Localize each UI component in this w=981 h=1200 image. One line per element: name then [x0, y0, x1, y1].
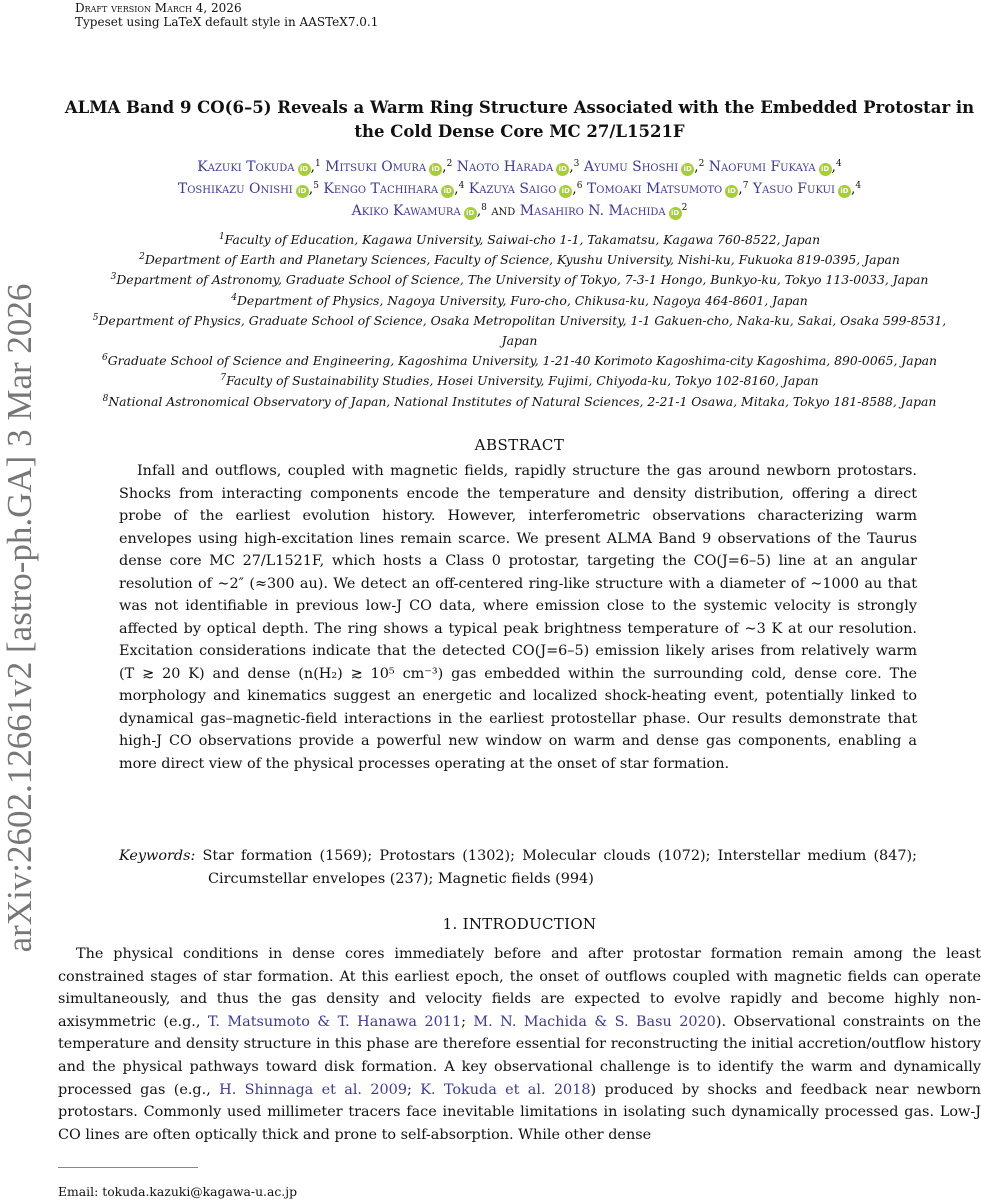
author[interactable]: Naofumi Fukaya iD ,$^4$	[708, 159, 842, 175]
orcid-icon[interactable]: iD	[429, 163, 442, 176]
citation-link[interactable]: H. Shinnaga et al. 2009	[219, 1081, 407, 1098]
keywords-label: Keywords:	[119, 848, 196, 864]
author[interactable]: Naoto Harada iD ,$^3$	[456, 159, 580, 175]
author[interactable]: Masahiro N. Machida iD $^2$	[519, 203, 688, 219]
section-heading-introduction: 1. INTRODUCTION	[442, 915, 597, 933]
affiliation-list	[58, 230, 981, 412]
orcid-icon[interactable]: iD	[725, 185, 738, 198]
arxiv-identifier[interactable]: arXiv:2602.12661v2 [astro-ph.GA] 3 Mar 2026	[0, 283, 39, 953]
orcid-icon[interactable]: iD	[556, 163, 569, 176]
affiliation: $^3$Department of Astronomy, Graduate School of Science, The University of Tokyo, 7-3-1 Hongo, Bunkyo-ku, Tokyo 113-0033, Japan	[110, 272, 929, 288]
author[interactable]: Ayumu Shoshi iD ,$^2$	[583, 159, 705, 175]
arxiv-sidebar	[0, 262, 40, 974]
footnote-rule	[58, 1167, 198, 1168]
orcid-icon[interactable]: iD	[669, 207, 682, 220]
author[interactable]: Mitsuki Omura iD ,$^2$	[325, 159, 453, 175]
intro-paragraph: The physical conditions in dense cores immediately before and after protostar formation remain among the least constrained stages of star formation. At this earliest epoch, the onset of outflows coupled with magnetic fields can operate simultaneously, and thus the gas density and velocity fields are expected to evolve rapidly and become highly non-axisymmetric (e.g., T. Matsumoto & T. Hanawa 2011; M. N. Machida & S. Basu 2020). Observational constraints on the temperature and density structure in this phase are therefore essential for reconstructing the initial accretion/outflow history and the physical pathways toward disk formation. A key observational challenge is to identify the warm and dynamically processed gas (e.g., H. Shinnaga et al. 2009; K. Tokuda et al. 2018) produced by shocks and feedback near newborn protostars. Commonly used millimeter tracers face inevitable limitations in isolating such dynamically processed gas. Low-J CO lines are often optically thick and prone to self-absorption. While other dense	[58, 946, 981, 1143]
author-conjunction: and	[491, 203, 516, 219]
corresponding-email[interactable]: Email: tokuda.kazuki@kagawa-u.ac.jp	[58, 1184, 298, 1199]
author[interactable]: Tomoaki Matsumoto iD ,$^7$	[586, 181, 749, 197]
affiliation: $^1$Faculty of Education, Kagawa University, Saiwai-cho 1-1, Takamatsu, Kagawa 760-8522, Japan	[218, 232, 821, 247]
citation-link[interactable]: T. Matsumoto & T. Hanawa 2011	[207, 1013, 462, 1030]
citation-link[interactable]: M. N. Machida & S. Basu 2020	[473, 1013, 716, 1030]
affiliation: $^7$Faculty of Sustainability Studies, Hosei University, Fujimi, Chiyoda-ku, Tokyo 102-8160, Japan	[220, 373, 819, 389]
author[interactable]: Kazuya Saigo iD ,$^6$	[468, 181, 583, 197]
orcid-icon[interactable]: iD	[464, 207, 477, 220]
affiliation: $^4$Department of Physics, Nagoya University, Furo-cho, Chikusa-ku, Nagoya 464-8601, Japan	[231, 292, 808, 308]
author-list	[58, 156, 981, 222]
keywords	[119, 845, 917, 891]
orcid-icon[interactable]: iD	[296, 185, 309, 198]
introduction-body	[58, 943, 981, 1146]
abstract-heading: ABSTRACT	[474, 436, 565, 454]
citation-link[interactable]: K. Tokuda et al. 2018	[420, 1081, 591, 1098]
affiliation: $^2$Department of Earth and Planetary Sciences, Faculty of Science, Kyushu University, Nishi-ku, Fukuoka 819-0395, Japan	[139, 252, 900, 268]
abstract-body	[119, 460, 917, 775]
author[interactable]: Yasuo Fukui iD ,$^4$	[752, 181, 862, 197]
author[interactable]: Akiko Kawamura iD ,$^8$	[351, 203, 487, 219]
draft-version: Draft version March 4, 2026	[75, 1, 242, 15]
paper-title: ALMA Band 9 CO(6–5) Reveals a Warm Ring Structure Associated with the Embedded Protostar in the Cold Dense Core MC 27/L1521F	[64, 98, 975, 141]
abstract-text: Infall and outflows, coupled with magnetic fields, rapidly structure the gas around newborn protostars. Shocks from interacting components encode the temperature and density distribution, offering a direct probe of the earliest evolution history. However, interferometric observations characterizing warm envelopes using high-excitation lines remain scarce. We present ALMA Band 9 observations of the Taurus dense core MC 27/L1521F, which hosts a Class 0 protostar, targeting the CO(J=6–5) line at an angular resolution of ∼2″ (≈300 au). We detect an off-centered ring-like structure with a diameter of ∼1000 au that was not identifiable in previous low-J CO data, where emission close to the systemic velocity is strongly affected by optical depth. The ring shows a typical peak brightness temperature of ∼3 K at our resolution. Excitation considerations indicate that the detected CO(J=6–5) emission likely arises from relatively warm (T ≳ 20 K) and dense (n(H₂) ≳ 10⁵ cm⁻³) gas embedded within the surrounding cold, dense core. The morphology and kinematics suggest an energetic and localized shock-heating event, potentially linked to dynamical gas–magnetic-field interactions in the earliest protostellar phase. Our results demonstrate that high-J CO observations provide a powerful new window on warm and dense gas components, enabling a more direct view of the physical processes operating at the onset of star formation.	[119, 463, 917, 772]
typeset-note: Typeset using LaTeX default style in AASTeX7.0.1	[75, 15, 379, 29]
affiliation: $^8$National Astronomical Observatory of Japan, National Institutes of Natural Sciences, 2-21-1 Osawa, Mitaka, Tokyo 181-8588, Japan	[102, 393, 937, 409]
orcid-icon[interactable]: iD	[559, 185, 572, 198]
orcid-icon[interactable]: iD	[819, 163, 832, 176]
affiliation: $^5$Department of Physics, Graduate School of Science, Osaka Metropolitan University, 1-1 Gakuen-cho, Naka-ku, Sakai, Osaka 599-8531, Japan	[92, 312, 947, 349]
affiliation: $^6$Graduate School of Science and Engineering, Kagoshima University, 1-21-40 Korimoto Kagoshima-city Kagoshima, 890-0065, Japan	[102, 353, 937, 369]
author[interactable]: Kengo Tachihara iD ,$^4$	[323, 181, 465, 197]
author[interactable]: Toshikazu Onishi iD ,$^5$	[177, 181, 319, 197]
orcid-icon[interactable]: iD	[681, 163, 694, 176]
orcid-icon[interactable]: iD	[298, 163, 311, 176]
author[interactable]: Kazuki Tokuda iD ,$^1$	[197, 159, 321, 175]
orcid-icon[interactable]: iD	[441, 185, 454, 198]
orcid-icon[interactable]: iD	[838, 185, 851, 198]
keywords-text: Star formation (1569); Protostars (1302); Molecular clouds (1072); Interstellar medium (847); Circumstellar envelopes (237); Magnetic fields (994)	[202, 848, 917, 887]
